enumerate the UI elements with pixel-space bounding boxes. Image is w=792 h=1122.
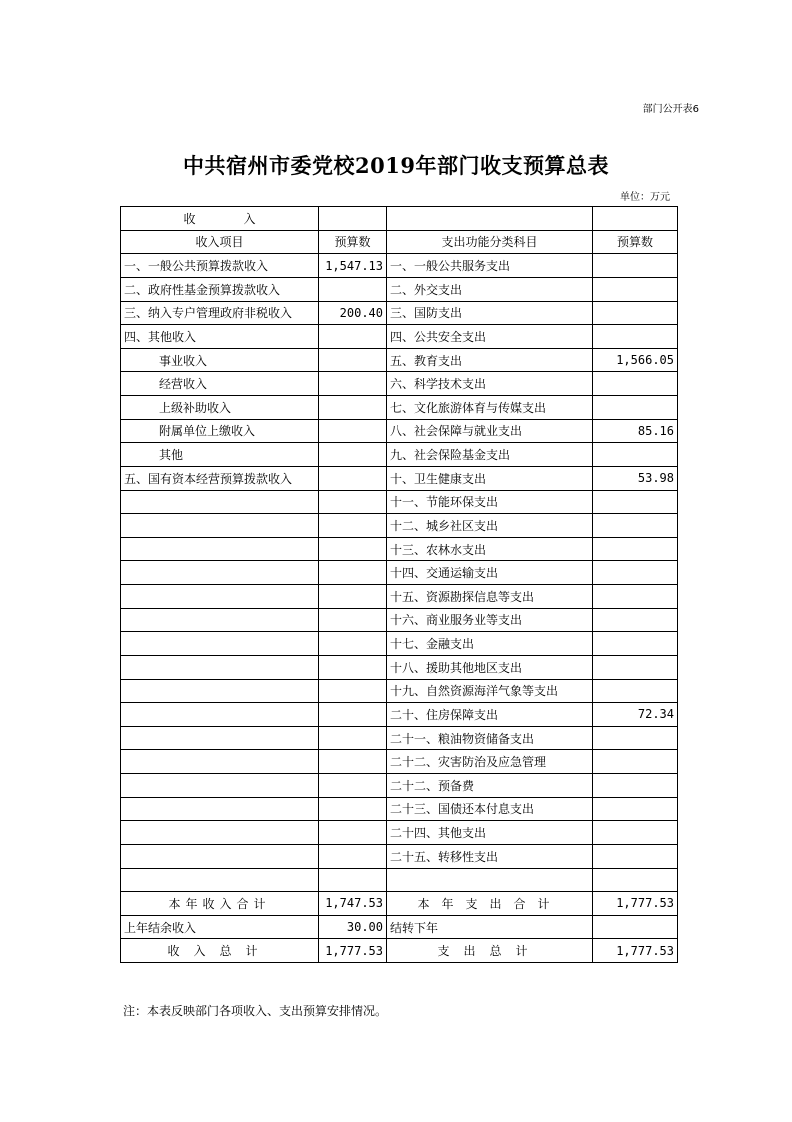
expense-budget-cell	[593, 632, 678, 656]
income-budget-cell	[319, 443, 387, 467]
income-item-cell	[121, 774, 319, 798]
expense-budget-header: 预算数	[593, 230, 678, 254]
income-item-cell: 四、其他收入	[121, 325, 319, 349]
income-item-cell	[121, 726, 319, 750]
income-item-cell	[121, 797, 319, 821]
expense-item-cell: 十九、自然资源海洋气象等支出	[387, 679, 593, 703]
expense-item-header: 支出功能分类科目	[387, 230, 593, 254]
expense-item-cell: 二十四、其他支出	[387, 821, 593, 845]
table-row	[121, 655, 678, 679]
expense-item-cell: 六、科学技术支出	[387, 372, 593, 396]
expense-budget-cell	[593, 372, 678, 396]
expense-item-cell: 二十五、转移性支出	[387, 844, 593, 868]
income-item-cell	[121, 703, 319, 727]
income-budget-cell	[319, 632, 387, 656]
income-budget-cell	[319, 868, 387, 892]
table-row	[121, 466, 678, 490]
year-income-label: 本年收入合计	[121, 892, 319, 916]
expense-item-cell: 一、一般公共服务支出	[387, 254, 593, 278]
table-row	[121, 703, 678, 727]
expense-item-cell: 八、社会保障与就业支出	[387, 419, 593, 443]
expense-budget-cell	[593, 537, 678, 561]
income-budget-cell	[319, 372, 387, 396]
footnote: 注：本表反映部门各项收入、支出预算安排情况。	[123, 1004, 388, 1018]
income-budget-cell	[319, 750, 387, 774]
table-row	[121, 585, 678, 609]
income-budget-cell	[319, 537, 387, 561]
income-item-cell: 附属单位上缴收入	[121, 419, 319, 443]
income-item-cell	[121, 868, 319, 892]
expense-budget-cell	[593, 254, 678, 278]
table-row	[121, 632, 678, 656]
income-budget-cell	[319, 655, 387, 679]
unit-label: 单位：万元	[620, 192, 670, 203]
income-budget-cell: 1,547.13	[319, 254, 387, 278]
expense-budget-cell	[593, 821, 678, 845]
expense-budget-cell	[593, 679, 678, 703]
expense-total-label: 支出总计	[387, 939, 593, 963]
table-row	[121, 348, 678, 372]
expense-item-cell: 二十三、国债还本付息支出	[387, 797, 593, 821]
expense-budget-cell	[593, 608, 678, 632]
expense-budget-cell	[593, 514, 678, 538]
table-row	[121, 277, 678, 301]
income-item-cell	[121, 608, 319, 632]
column-header-row	[121, 230, 678, 254]
income-item-cell	[121, 679, 319, 703]
income-item-cell	[121, 490, 319, 514]
carryover-in-label: 上年结余收入	[121, 915, 319, 939]
income-group-header: 收 入	[121, 207, 319, 231]
page-title: 中共宿州市委党校2019年部门收支预算总表	[183, 153, 609, 178]
expense-budget-cell: 1,566.05	[593, 348, 678, 372]
carryover-out-label: 结转下年	[387, 915, 593, 939]
table-row	[121, 726, 678, 750]
table-row	[121, 561, 678, 585]
income-budget-cell	[319, 325, 387, 349]
table-row	[121, 750, 678, 774]
table-row	[121, 868, 678, 892]
income-budget-cell	[319, 821, 387, 845]
income-item-cell	[121, 585, 319, 609]
expense-budget-cell	[593, 868, 678, 892]
table-row	[121, 797, 678, 821]
table-row	[121, 774, 678, 798]
income-budget-cell	[319, 348, 387, 372]
expense-item-cell: 十八、援助其他地区支出	[387, 655, 593, 679]
table-row	[121, 490, 678, 514]
table-row	[121, 325, 678, 349]
group-header-row	[121, 207, 678, 231]
table-row	[121, 419, 678, 443]
expense-budget-cell	[593, 655, 678, 679]
expense-budget-cell	[593, 490, 678, 514]
table-row	[121, 254, 678, 278]
income-item-cell: 经营收入	[121, 372, 319, 396]
year-expense-value: 1,777.53	[593, 892, 678, 916]
expense-item-cell: 十五、资源勘探信息等支出	[387, 585, 593, 609]
expense-item-cell: 二十、住房保障支出	[387, 703, 593, 727]
income-budget-cell	[319, 396, 387, 420]
carryover-out-value	[593, 915, 678, 939]
income-item-cell	[121, 655, 319, 679]
income-budget-cell	[319, 490, 387, 514]
expense-budget-cell: 72.34	[593, 703, 678, 727]
expense-budget-cell	[593, 844, 678, 868]
income-item-cell: 上级补助收入	[121, 396, 319, 420]
income-item-cell: 其他	[121, 443, 319, 467]
expense-item-cell: 十三、农林水支出	[387, 537, 593, 561]
table-row	[121, 396, 678, 420]
form-number: 部门公开表6	[642, 104, 699, 115]
income-budget-cell: 200.40	[319, 301, 387, 325]
income-item-cell	[121, 821, 319, 845]
expense-budget-cell	[593, 396, 678, 420]
expense-budget-cell	[593, 301, 678, 325]
table-row	[121, 537, 678, 561]
expense-budget-cell	[593, 774, 678, 798]
income-budget-cell	[319, 679, 387, 703]
table-row	[121, 821, 678, 845]
income-budget-cell	[319, 277, 387, 301]
income-budget-cell	[319, 726, 387, 750]
table-row	[121, 844, 678, 868]
expense-item-cell: 十二、城乡社区支出	[387, 514, 593, 538]
income-item-cell	[121, 514, 319, 538]
income-budget-cell	[319, 844, 387, 868]
income-budget-header: 预算数	[319, 230, 387, 254]
income-budget-cell	[319, 774, 387, 798]
table-row	[121, 608, 678, 632]
expense-item-cell: 九、社会保险基金支出	[387, 443, 593, 467]
income-budget-cell	[319, 514, 387, 538]
income-budget-cell	[319, 797, 387, 821]
grand-total-row	[121, 939, 678, 963]
expense-item-cell: 五、教育支出	[387, 348, 593, 372]
budget-table	[120, 206, 678, 963]
table-row	[121, 301, 678, 325]
table-row	[121, 443, 678, 467]
expense-item-cell: 二十二、灾害防治及应急管理	[387, 750, 593, 774]
blank-cell	[387, 207, 593, 231]
income-budget-cell	[319, 703, 387, 727]
income-budget-cell	[319, 561, 387, 585]
expense-item-cell: 十六、商业服务业等支出	[387, 608, 593, 632]
income-total-value: 1,777.53	[319, 939, 387, 963]
table-row	[121, 514, 678, 538]
expense-budget-cell	[593, 325, 678, 349]
expense-budget-cell	[593, 750, 678, 774]
expense-item-cell: 二十一、粮油物资储备支出	[387, 726, 593, 750]
income-item-cell	[121, 561, 319, 585]
carryover-row	[121, 915, 678, 939]
income-total-label: 收入总计	[121, 939, 319, 963]
expense-item-cell: 十一、节能环保支出	[387, 490, 593, 514]
income-item-cell	[121, 750, 319, 774]
blank-cell	[593, 207, 678, 231]
expense-budget-cell: 85.16	[593, 419, 678, 443]
expense-total-value: 1,777.53	[593, 939, 678, 963]
income-budget-cell	[319, 608, 387, 632]
blank-cell	[319, 207, 387, 231]
year-total-row	[121, 892, 678, 916]
table-row	[121, 679, 678, 703]
carryover-in-value: 30.00	[319, 915, 387, 939]
expense-item-cell: 二十二、预备费	[387, 774, 593, 798]
expense-budget-cell: 53.98	[593, 466, 678, 490]
expense-item-cell: 四、公共安全支出	[387, 325, 593, 349]
expense-budget-cell	[593, 277, 678, 301]
income-item-cell	[121, 537, 319, 561]
year-expense-label: 本年支出合计	[387, 892, 593, 916]
expense-item-cell: 七、文化旅游体育与传媒支出	[387, 396, 593, 420]
expense-item-cell: 十七、金融支出	[387, 632, 593, 656]
expense-budget-cell	[593, 585, 678, 609]
income-budget-cell	[319, 585, 387, 609]
expense-budget-cell	[593, 797, 678, 821]
income-item-cell	[121, 632, 319, 656]
income-item-cell: 一、一般公共预算拨款收入	[121, 254, 319, 278]
income-item-cell: 三、纳入专户管理政府非税收入	[121, 301, 319, 325]
expense-item-cell: 二、外交支出	[387, 277, 593, 301]
expense-item-cell	[387, 868, 593, 892]
income-budget-cell	[319, 419, 387, 443]
income-item-cell: 事业收入	[121, 348, 319, 372]
expense-budget-cell	[593, 726, 678, 750]
income-item-cell	[121, 844, 319, 868]
expense-budget-cell	[593, 561, 678, 585]
expense-budget-cell	[593, 443, 678, 467]
expense-item-cell: 十、卫生健康支出	[387, 466, 593, 490]
income-budget-cell	[319, 466, 387, 490]
income-item-cell: 五、国有资本经营预算拨款收入	[121, 466, 319, 490]
table-row	[121, 372, 678, 396]
year-income-value: 1,747.53	[319, 892, 387, 916]
expense-item-cell: 十四、交通运输支出	[387, 561, 593, 585]
expense-item-cell: 三、国防支出	[387, 301, 593, 325]
income-item-header: 收入项目	[121, 230, 319, 254]
income-item-cell: 二、政府性基金预算拨款收入	[121, 277, 319, 301]
